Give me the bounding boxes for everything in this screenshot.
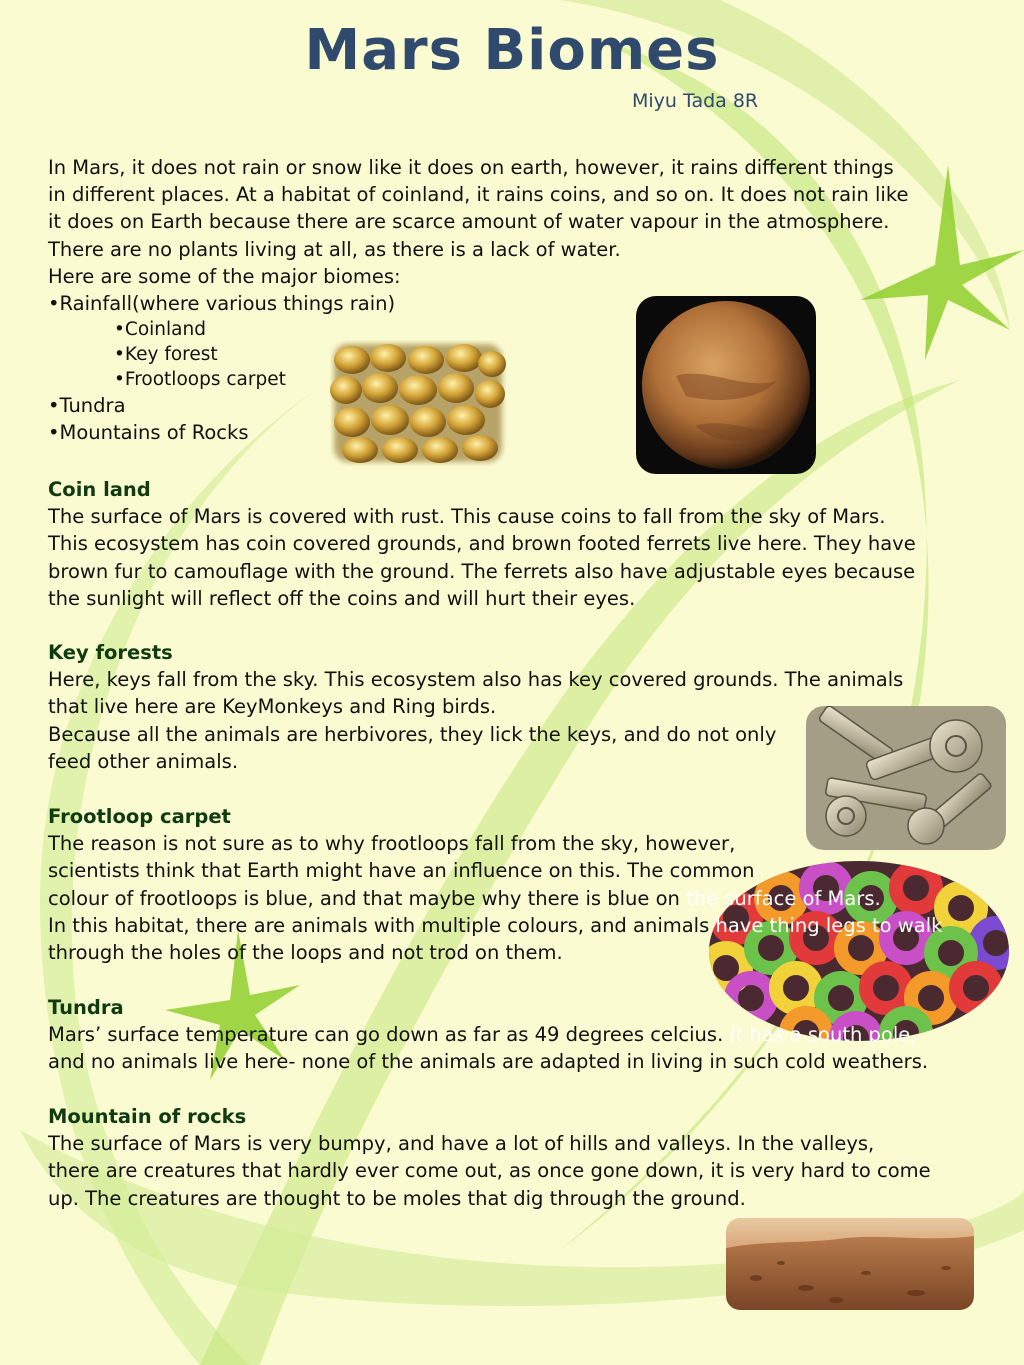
mars-planet-image <box>636 296 816 474</box>
overlaid-text: the surface of Mars. <box>686 886 881 910</box>
biome-sublist-item: •Key forest <box>114 344 218 366</box>
section-line: that live here are KeyMonkeys and Ring birds. <box>48 695 497 719</box>
section-line: feed other animals. <box>48 749 239 773</box>
intro-line: In Mars, it does not rain or snow like it does on earth, however, it rains different things <box>48 156 894 179</box>
section-heading: Tundra <box>48 996 124 1019</box>
section-line: This ecosystem has coin covered grounds, and brown footed ferrets live here. They have <box>48 532 916 556</box>
section-line: up. The creatures are thought to be moles that dig through the ground. <box>48 1186 746 1210</box>
section-line: The surface of Mars is very bumpy, and have a lot of hills and valleys. In the valleys, <box>48 1132 875 1156</box>
section-coin-land <box>48 476 916 612</box>
section-line <box>48 1021 928 1048</box>
section-key-forests <box>48 639 903 775</box>
section-line: the sunlight will reflect off the coins and will hurt their eyes. <box>48 586 636 610</box>
section-line: The surface of Mars is covered with rust. This cause coins to fall from the sky of Mars. <box>48 505 886 529</box>
section-line: there are creatures that hardly ever come out, as once gone down, it is very hard to come <box>48 1159 931 1183</box>
biome-sublist-item: •Coinland <box>114 319 206 341</box>
section-line: scientists think that Earth might have an influence on this. The common <box>48 859 755 883</box>
line-part: In this habitat, there are animals with multiple colours, and animals <box>48 913 716 937</box>
section-line: Here, keys fall from the sky. This ecosystem also has key covered grounds. The animals <box>48 668 904 692</box>
biome-list-item-mountains: •Mountains of Rocks <box>48 421 249 445</box>
intro-line: Here are some of the major biomes: <box>48 264 401 288</box>
section-line: The reason is not sure as to why frootloops fall from the sky, however, <box>48 832 736 856</box>
overlaid-text: It has a south pole, <box>729 1023 917 1047</box>
section-line <box>48 912 942 939</box>
line-part: Mars’ surface temperature can go down as far as 49 degrees celcius. <box>48 1023 730 1047</box>
intro-line: in different places. At a habitat of coinland, it rains coins, and so on. It does not rain like <box>48 183 909 207</box>
section-line: brown fur to camouflage with the ground. The ferrets also have adjustable eyes because <box>48 559 916 583</box>
intro-line: it does on Earth because there are scarce amount of water vapour in the atmosphere. <box>48 210 890 234</box>
biome-sublist-item: •Frootloops carpet <box>114 369 286 391</box>
rocky-terrain-image <box>726 1218 974 1310</box>
keys-image <box>806 706 1006 850</box>
section-heading: Frootloop carpet <box>48 805 231 828</box>
section-line: through the holes of the loops and not trod on them. <box>48 940 563 964</box>
section-mountain-of-rocks <box>48 1103 931 1212</box>
biome-list-item-tundra: •Tundra <box>48 394 126 418</box>
section-heading: Key forests <box>48 641 173 664</box>
biome-list-item-rainfall: •Rainfall(where various things rain) <box>48 291 396 315</box>
section-line <box>48 885 942 912</box>
line-part: colour of frootloops is blue, and that maybe why there is blue on <box>48 886 687 910</box>
intro-line: There are no plants living at all, as there is a lack of water. <box>48 237 621 261</box>
author-name: Miyu Tada 8R <box>632 90 759 112</box>
section-heading: Coin land <box>48 478 151 501</box>
section-line: and no animals live here- none of the animals are adapted in living in such cold weathers. <box>48 1050 929 1074</box>
overlaid-text: have thing legs to walk <box>715 913 943 937</box>
section-heading: Mountain of rocks <box>48 1105 247 1128</box>
section-tundra <box>48 994 928 1076</box>
section-line: Because all the animals are herbivores, they lick the keys, and do not only <box>48 722 777 746</box>
page-title: Mars Biomes <box>304 18 720 83</box>
